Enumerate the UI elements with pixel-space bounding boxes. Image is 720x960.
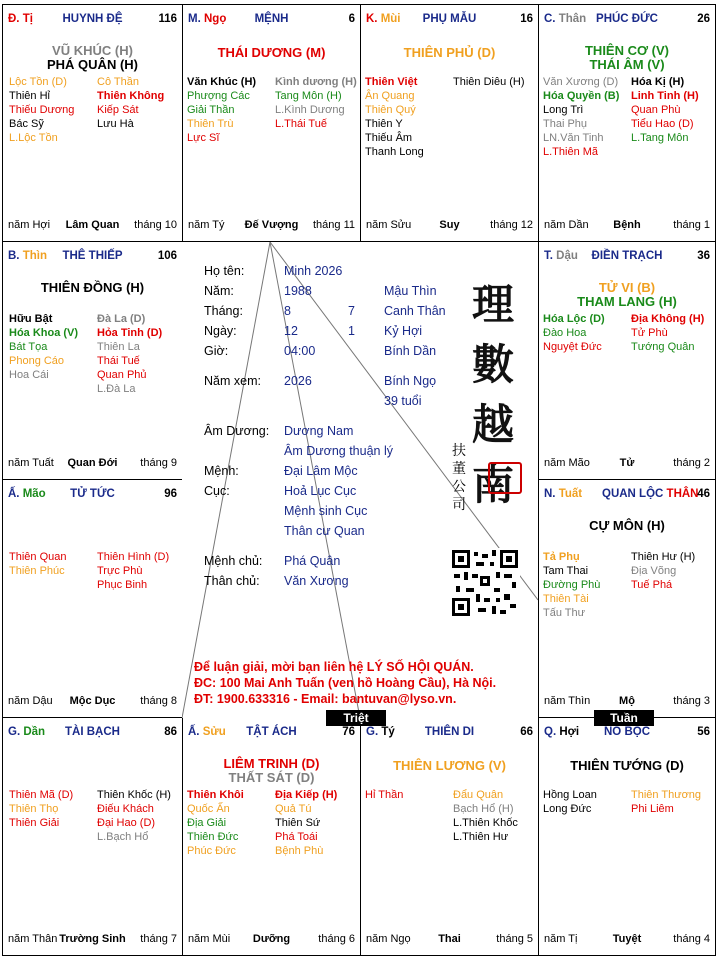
palace-ty[interactable] [360,717,539,956]
star: Hỉ Thần [365,789,404,801]
star: Thiên Giải [9,817,60,829]
value-gio-can: Bính Dần [384,344,437,358]
star: LN.Văn Tinh [543,132,604,144]
star: Quốc Ấn [187,803,230,815]
star: Địa Không (H) [631,313,705,325]
contact-line-1: Để luận giải, mời bạn liên hệ LÝ SỐ HỘI QUÁN. [194,660,474,674]
foot-month: tháng 11 [312,219,355,231]
value-nam: 1988 [284,284,312,298]
tuan-marker: Tuần [594,710,654,726]
palace-number: 116 [158,13,177,25]
palace-number: 86 [164,726,177,738]
star: Tuế Phá [631,579,673,591]
branch-name: Thìn [22,250,47,262]
palace-number: 66 [520,726,533,738]
label-menh-chu: Mệnh chủ: [204,554,263,568]
branch-name: Tuất [558,488,583,500]
value-ngay-can: Kỷ Hợi [384,324,423,338]
star: Tử Phù [631,327,668,339]
star: Linh Tinh (H) [631,90,699,102]
contact-line-2: ĐC: 100 Mai Anh Tuấn (ven hồ Hoàng Cầu), Hà Nội. [194,676,497,690]
value-tuoi: 39 tuổi [384,394,422,408]
foot-year: năm Mão [544,457,590,469]
palace-house: PHÚC ĐỨC [596,13,658,25]
palace-than[interactable] [538,4,716,242]
value-cuc-3: Thân cư Quan [284,524,365,538]
star: Thiên La [97,341,140,353]
main-star: THIÊN LƯƠNG (V) [393,758,506,773]
star: Tang Môn (H) [275,90,342,102]
label-thang: Tháng: [204,304,243,318]
foot-year: năm Hợi [8,219,51,231]
foot-month: tháng 3 [673,695,710,707]
star: Bát Tọa [9,341,48,353]
foot-year: năm Mùi [188,933,231,945]
main-star: THIÊN PHỦ (D) [403,45,496,60]
star: Thiên Hư (H) [631,551,696,563]
value-menh: Đại Lâm Mộc [284,464,358,478]
star: Địa Kiếp (H) [275,789,338,801]
foot-year: năm Tý [188,219,225,231]
star: Quan Phủ [97,369,147,381]
star: Lộc Tồn (D) [9,76,67,88]
star: Thai Phụ [543,118,588,130]
palace-number: 36 [697,250,710,262]
main-star: VŨ KHÚC (H) [52,43,133,58]
star: Quan Phù [631,104,681,116]
star: Trực Phù [97,565,143,577]
value-am-duong-2: Âm Dương thuận lý [284,444,393,458]
star: L.Tang Môn [631,132,689,144]
main-star: TỬ VI (B) [598,280,656,295]
star: Thiên Không [97,90,165,102]
star: Hồng Loan [543,789,597,801]
palace-dau[interactable] [538,241,716,480]
foot-year: năm Ngọ [366,933,411,945]
contact-line-3: ĐT: 1900.633316 - Email: bantuvan@lyso.vn. [194,692,457,706]
star: Thiên Diêu (H) [453,76,525,88]
palace-number: 56 [697,726,710,738]
foot-stage: Lâm Quan [65,219,120,231]
palace-thin[interactable] [2,241,183,480]
main-star: CỰ MÔN (H) [589,518,665,533]
palace-dan[interactable] [2,717,183,956]
foot-stage: Bệnh [613,219,641,231]
than-marker: THÂN [666,488,699,500]
foot-stage: Trường Sinh [59,933,126,945]
star: Thiên Hình (D) [97,551,170,563]
value-menh-chu: Phá Quân [284,554,341,568]
palace-number: 26 [697,13,710,25]
star: L.Thiên Mã [543,146,599,158]
value-ngay-duong: 12 [284,324,298,338]
star: Đường Phù [543,579,601,591]
palace-house: TẬT ÁCH [246,726,297,738]
star: Long Trì [543,104,584,116]
foot-year: năm Dần [544,219,589,231]
star: Giải Thần [187,104,235,116]
foot-month: tháng 7 [140,933,177,945]
palace-house: ĐIỀN TRẠCH [591,250,663,262]
star: L.Kình Dương [275,104,345,116]
small-cal-char: 司 [452,497,466,513]
foot-year: năm Tị [544,933,578,945]
branch-name: Thân [558,13,587,25]
star: Thiếu Dương [9,104,75,116]
star: Tam Thai [543,565,589,577]
star: Tiểu Hao (D) [631,118,694,130]
foot-month: tháng 5 [496,933,533,945]
branch-name: Ngọ [203,13,227,25]
branch-prefix: N. [544,488,556,500]
palace-house: THÊ THIẾP [62,250,123,262]
foot-year: năm Sửu [366,219,412,231]
foot-stage: Quan Đới [67,457,118,469]
star: Hóa Quyền (B) [543,90,620,102]
star: Thiên Mã (D) [9,789,74,801]
small-calligraphy [452,442,466,514]
star: Phong Cáo [9,355,65,367]
star: L.Thái Tuế [275,118,327,130]
star: Thiên Việt [365,76,418,88]
star: Thiên Tài [543,593,589,605]
main-star: THÁI DƯƠNG (M) [217,45,326,60]
value-gio: 04:00 [284,344,316,358]
star: Thiên Phúc [9,565,65,577]
label-cuc: Cục: [204,484,230,498]
palace-branch: Đ. Tị [8,13,33,25]
small-cal-char: 公 [452,479,466,495]
star: Bác Sỹ [9,118,44,130]
star: Hóa Kị (H) [631,76,685,88]
palace-ti[interactable] [2,4,183,242]
foot-stage: Thai [438,933,461,945]
palace-number: 46 [697,488,710,500]
star: Thiên Y [365,118,403,130]
star: Phúc Đức [187,845,236,857]
star: Phượng Các [187,90,250,102]
foot-month: tháng 9 [140,457,177,469]
value-ho-ten: Minh 2026 [284,264,343,278]
star: Thiên Hỉ [9,90,50,102]
branch-prefix: G. [8,726,21,738]
value-cuc-2: Mệnh sinh Cục [284,504,368,518]
main-star: THÁI ÂM (V) [589,57,665,72]
star: Thiên Sứ [275,817,321,829]
value-nam-can: Mậu Thìn [384,284,437,298]
foot-stage: Suy [439,219,460,231]
foot-stage: Tuyệt [612,933,642,945]
branch-prefix: Ấ. [8,488,20,500]
star: Tướng Quân [631,341,695,353]
main-star: LIÊM TRINH (D) [223,756,320,771]
value-cuc: Hoả Lục Cục [284,484,357,498]
branch-prefix: C. [544,13,556,25]
branch-prefix: Q. [544,726,557,738]
star: Thiên Trù [187,118,234,130]
value-thang-am: 7 [348,304,355,318]
branch-prefix: B. [8,250,20,262]
value-am-duong: Dương Nam [284,424,354,438]
calligraphy-char: 理 [472,280,515,329]
palace-house: THIÊN DI [424,726,475,738]
star: Thiên Thọ [9,803,59,815]
star: Hóa Lộc (D) [543,313,605,325]
value-than-chu: Văn Xương [284,574,349,588]
small-cal-char: 扶 [452,443,466,459]
center-panel [182,242,538,718]
palace-house: TÀI BẠCH [65,726,120,738]
palace-tuat[interactable] [538,479,716,718]
branch-name: Hợi [559,726,580,738]
branch-name: Tý [381,726,395,738]
branch-name: Sửu [202,726,226,738]
branch-name: Mão [22,488,46,500]
palace-mao[interactable] [2,479,183,718]
star: Thái Tuế [97,355,140,367]
star: Lực Sĩ [187,132,220,144]
star: Long Đức [543,803,592,815]
foot-stage: Tử [619,457,635,469]
foot-month: tháng 10 [134,219,177,231]
main-star: THIÊN ĐỒNG (H) [40,280,145,295]
label-nam: Năm: [204,284,234,298]
star: Hữu Bật [9,313,53,325]
label-am-duong: Âm Dương: [204,424,270,438]
label-menh: Mệnh: [204,464,239,478]
palace-house: TỬ TỨC [70,488,115,500]
foot-month: tháng 2 [673,457,710,469]
star: Thanh Long [365,146,424,158]
star: Hóa Khoa (V) [9,327,79,339]
star: Thiếu Âm [365,132,413,144]
star: Thiên Quan [9,551,67,563]
palace-house: PHỤ MẪU [422,13,477,25]
star: Bệnh Phù [275,845,324,857]
star: Địa Giải [187,817,227,829]
branch-prefix: G. [366,726,379,738]
star: L.Thiên Hư [453,831,509,843]
branch-prefix: M. [188,13,201,25]
star: Cô Thần [97,76,139,88]
branch-prefix: T. [544,250,553,262]
calligraphy-char: 數 [472,340,515,389]
star: Thiên Đức [187,831,239,843]
star: Thiên Khôi [187,789,244,801]
star: Quả Tú [275,803,312,815]
foot-month: tháng 12 [490,219,533,231]
star: L.Đà La [97,383,136,395]
star: Điếu Khách [97,803,154,815]
label-than-chu: Thân chủ: [204,574,260,588]
star: Nguyệt Đức [543,341,602,353]
calligraphy-char: 南 [472,460,515,509]
main-star: THIÊN TƯỚNG (D) [570,758,684,773]
palace-number: 76 [342,726,355,738]
foot-stage: Đế Vượng [244,219,299,231]
palace-number: 6 [348,13,355,25]
palace-house: HUYNH ĐỆ [62,13,123,25]
main-star: THIÊN CƠ (V) [584,43,670,58]
star: Thiên Quý [365,104,416,116]
star: L.Bạch Hổ [97,831,149,843]
label-ho-ten: Họ tên: [204,264,245,278]
palace-ngo[interactable] [182,4,361,242]
foot-year: năm Tuất [8,457,54,469]
palace-number: 16 [520,13,533,25]
star: Tấu Thư [543,607,586,619]
foot-year: năm Dậu [8,695,53,707]
palace-house: NÔ BỘC [604,726,650,738]
branch-prefix: Ấ. [188,726,200,738]
palace-suu[interactable] [182,717,361,956]
star: Lưu Hà [97,118,134,130]
palace-hoi[interactable] [538,717,716,956]
star: Hoa Cái [9,369,49,381]
triet-marker: Triệt [326,710,386,726]
value-thang-duong: 8 [284,304,291,318]
label-ngay: Ngày: [204,324,237,338]
branch-name: Dậu [556,250,578,262]
foot-month: tháng 4 [673,933,710,945]
seal-stamp-icon [488,462,522,494]
branch-prefix: K. [366,13,378,25]
star: Kình dương (H) [275,76,357,88]
star: Hỏa Tinh (D) [97,327,163,339]
star: Văn Xương (D) [543,76,619,88]
star: Địa Võng [631,565,677,577]
foot-stage: Dưỡng [252,933,291,945]
branch-name: Mùi [380,13,401,25]
star: Văn Khúc (H) [187,76,257,88]
star: Thiên Khốc (H) [97,789,171,801]
label-gio: Giờ: [204,344,229,358]
star: L.Lộc Tồn [9,132,58,144]
value-ngay-am: 1 [348,324,355,338]
palace-house: QUAN LỘC [602,488,664,500]
palace-house: MỆNH [254,13,289,25]
star: Đại Hao (D) [97,817,156,829]
main-star: PHÁ QUÂN (H) [47,57,138,72]
palace-number: 96 [164,488,177,500]
star: Thiên Thương [631,789,702,801]
label-nam-xem: Năm xem: [204,374,261,388]
star: Phi Liêm [631,803,674,815]
foot-stage: Mộ [619,695,635,707]
value-nam-xem: 2026 [284,374,312,388]
foot-stage: Mộc Dục [69,695,116,707]
star: Phá Toái [275,831,318,843]
star: Bạch Hổ (H) [453,803,514,815]
calligraphy-char: 越 [472,400,515,449]
qr-code-icon[interactable] [450,548,520,618]
star: L.Thiên Khốc [453,817,518,829]
main-star: THẤT SÁT (D) [228,770,315,785]
branch-name: Dần [23,726,46,738]
value-thang-can: Canh Thân [384,304,446,318]
star: Tả Phụ [543,551,580,563]
star: Phục Binh [97,579,148,591]
value-nam-xem-can: Bính Ngọ [384,374,437,388]
foot-month: tháng 6 [318,933,355,945]
foot-month: tháng 1 [673,219,710,231]
star: Đào Hoa [543,327,587,339]
palace-number: 106 [157,250,177,262]
foot-year: năm Thân [8,933,58,945]
palace-mui[interactable] [360,4,539,242]
star: Kiếp Sát [97,104,139,116]
small-cal-char: 董 [452,461,466,477]
star: Ân Quang [365,90,415,102]
star: Đẩu Quân [453,789,504,801]
star: Đà La (D) [97,313,146,325]
main-star: THAM LANG (H) [577,294,677,309]
foot-month: tháng 8 [140,695,177,707]
foot-year: năm Thìn [544,695,591,707]
